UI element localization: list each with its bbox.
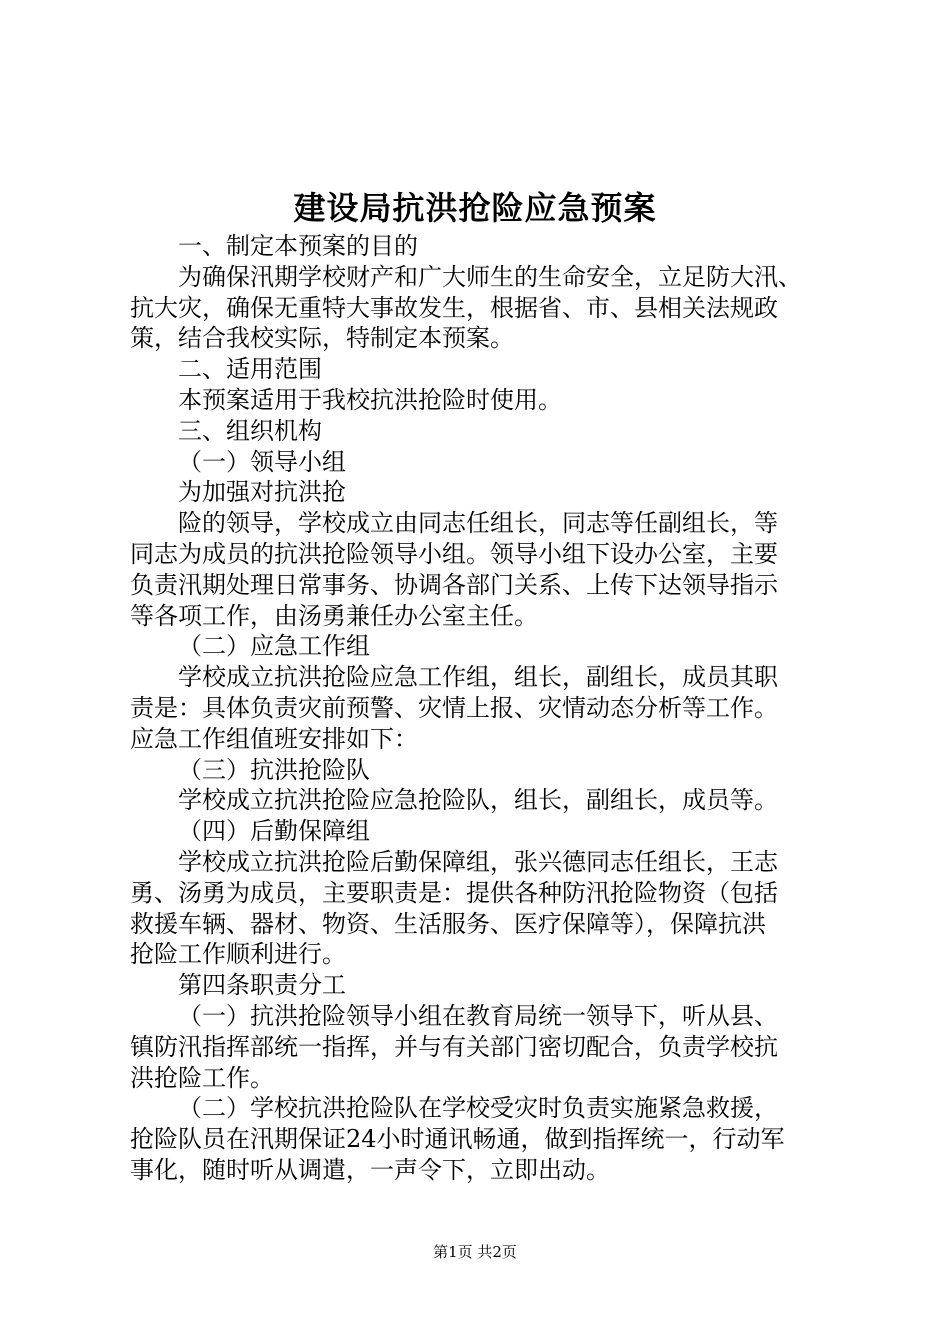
paragraph-line: （二）学校抗洪抢险队在学校受灾时负责实施紧急救援， <box>178 1094 778 1123</box>
paragraph-line: 为确保汛期学校财产和广大师生的生命安全，立足防大汛、 <box>178 262 802 291</box>
paragraph-line: 勇、汤勇为成员，主要职责是：提供各种防汛抢险物资（包括 <box>130 878 778 907</box>
paragraph-line: 学校成立抗洪抢险应急工作组，组长，副组长，成员其职 <box>178 663 778 692</box>
paragraph-line: 同志为成员的抗洪抢险领导小组。领导小组下设办公室，主要 <box>130 539 778 568</box>
paragraph-line: （二）应急工作组 <box>178 632 370 661</box>
paragraph-line: 事化，随时听从调遣，一声令下，立即出动。 <box>130 1155 610 1184</box>
paragraph-line: （四）后勤保障组 <box>178 817 370 846</box>
paragraph-line: 险的领导，学校成立由同志任组长，同志等任副组长，等 <box>178 509 778 538</box>
paragraph-line: 学校成立抗洪抢险后勤保障组，张兴德同志任组长，王志 <box>178 847 778 876</box>
paragraph-line: 一、制定本预案的目的 <box>178 232 418 260</box>
page-footer: 第1页 共2页 <box>433 1243 517 1261</box>
paragraph-line: （一）抗洪抢险领导小组在教育局统一领导下，听从县、 <box>178 1001 778 1030</box>
paragraph-line: 二、适用范围 <box>178 355 322 384</box>
paragraph-line: 抗大灾，确保无重特大事故发生，根据省、市、县相关法规政 <box>130 293 778 322</box>
paragraph-line: 策，结合我校实际，特制定本预案。 <box>130 324 514 353</box>
paragraph-line: 抢险队员在汛期保证24小时通讯畅通，做到指挥统一，行动军 <box>130 1125 785 1154</box>
paragraph-line: 负责汛期处理日常事务、协调各部门关系、上传下达领导指示 <box>130 570 778 599</box>
document-title: 建设局抗洪抢险应急预案 <box>293 189 657 227</box>
paragraph-line: 洪抢险工作。 <box>130 1063 274 1092</box>
paragraph-line: 应急工作组值班安排如下： <box>130 724 418 753</box>
paragraph-line: 为加强对抗洪抢 <box>178 478 346 507</box>
paragraph-line: 镇防汛指挥部统一指挥，并与有关部门密切配合，负责学校抗 <box>130 1032 778 1061</box>
paragraph-line: 等各项工作，由汤勇兼任办公室主任。 <box>130 601 538 630</box>
paragraph-line: 学校成立抗洪抢险应急抢险队，组长，副组长，成员等。 <box>178 786 778 815</box>
paragraph-line: 责是：具体负责灾前预警、灾情上报、灾情动态分析等工作。 <box>130 693 778 722</box>
paragraph-line: （一）领导小组 <box>178 447 346 476</box>
paragraph-line: 第四条职责分工 <box>178 971 346 1000</box>
paragraph-line: （三）抗洪抢险队 <box>178 755 370 784</box>
paragraph-line: 抢险工作顺利进行。 <box>130 940 346 969</box>
paragraph-line: 本预案适用于我校抗洪抢险时使用。 <box>178 385 562 414</box>
document-body <box>130 231 830 1186</box>
paragraph-line: 三、组织机构 <box>178 416 322 445</box>
paragraph-line: 救援车辆、器材、物资、生活服务、医疗保障等），保障抗洪 <box>130 909 766 938</box>
